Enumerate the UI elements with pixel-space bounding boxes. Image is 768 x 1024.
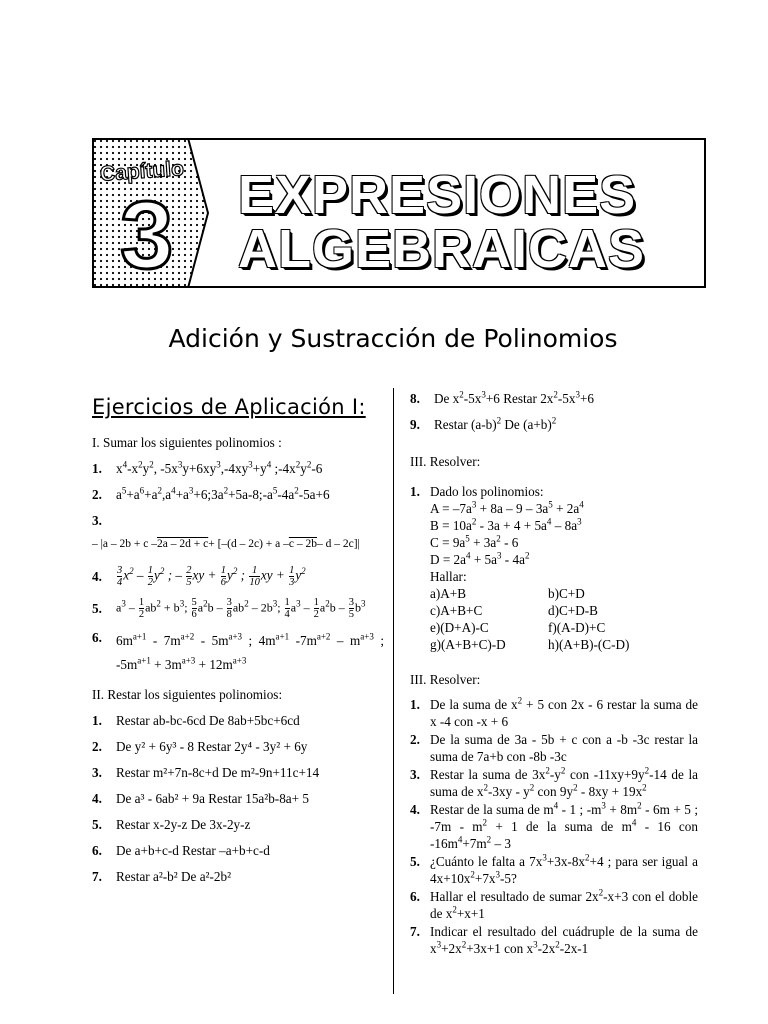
resolve-exercise-6: Hallar el resultado de sumar $2x^2-x+3$ con el doble de $x^2+x+1$ bbox=[430, 887, 698, 921]
chapter-tab bbox=[92, 138, 210, 288]
polynomial-c: $C = 9a^5 + 3a^2 - 6$ bbox=[430, 533, 519, 550]
polynomial-a: $A = -7a^3 + 8a - 9 - 3a^5 + 2a^4$ bbox=[430, 499, 584, 516]
list-item: 1. Dado los polinomios: bbox=[410, 484, 544, 499]
list-item: 4. De a³ - 6ab² + 9a Restar 15a²b-8a+ 5 bbox=[92, 791, 309, 806]
list-item: 8. De $x^2-5x^3+6$ Restar $2x^2-5x^3+6$ bbox=[410, 390, 698, 407]
exercises-heading: Ejercicios de Aplicación I: bbox=[92, 395, 366, 419]
list-item: 1. $x^4-x^2y^2$, $-5x^3y+6xy^3,-4xy^3+y^4$ $;-4x^2y^2-6$ bbox=[92, 460, 384, 477]
hallar-label: Hallar: bbox=[430, 569, 467, 584]
list-item: 1. De la suma de $x^2 + 5$ con 2x - 6 restar la suma de x -4 con -x + 6 bbox=[410, 695, 698, 729]
column-divider bbox=[393, 388, 394, 994]
sum-exercise-1: $x^4-x^2y^2$, $-5x^3y+6xy^3,-4xy^3+y^4$ $;-4x^2y^2-6$ bbox=[116, 459, 323, 476]
list-item: 2. De la suma de 3a - 5b + c con a -b -3c restar la suma de 7a+b con -8b -3c bbox=[410, 732, 698, 764]
list-item: 3. Restar la suma de $3x^2-y^2$ con $-11xy+9y^2-14$ de la suma de $x^2-3xy - y^2$ con $9y^2 - 8xy + 19x^2$ bbox=[410, 765, 698, 799]
section-3-title: III. Resolver: bbox=[410, 454, 481, 469]
chapter-title-line-1: EXPRESIONES bbox=[238, 165, 637, 225]
list-item: 4. Restar de la suma de $m^4 - 1$ ; $-m^3 + 8m^2 - 6m + 5$ ; $-7m - m^2 + 1$ de la suma de $m^4 - 16$ con $-16m^4+7m^2 - 3$ bbox=[410, 800, 698, 851]
right-column bbox=[410, 390, 698, 958]
sum-exercise-5: $a^3$ – $\frac{1}{2}$ $ab^2 + b^3$; $\frac{5}{6}$ $a^2b$ – $\frac{3}{8}$ $ab^2 - 2b^3$; $\frac{1}{4}$ $a^3$ – $\frac{1}{2}$ $a^2b$ – $\frac{3}{5}$ $b^3$ bbox=[116, 597, 366, 620]
section-1-title: I. Sumar los siguientes polinomios : bbox=[92, 435, 282, 450]
list-item: 6. $6m^{a+1} - 7m^{a+2} - 5m^{a+3}$ ; $4m^{a+1}$ $-7m^{a+2} - m^{a+3}$ ; $-5m^{a+1} + 3m^{a+3} + 12m^{a+3}$ bbox=[92, 629, 384, 677]
sum-exercise-6: $6m^{a+1} - 7m^{a+2} - 5m^{a+3}$ ; $4m^{a+1}$ $-7m^{a+2} - m^{a+3}$ ; $-5m^{a+1} + 3m^{a+3} + 12m^{a+3}$ bbox=[116, 631, 384, 672]
resolve-exercise-7: Indicar el resultado del cuádruple de la suma de $x^3+2x^2+3x+1$ con $x^3-2x^2-2x-1$ bbox=[430, 924, 698, 956]
options-grid: a)A+B b)C+D c)A+B+C d)C+D-B e)(D+A)-C f)(A-D)+C g)(A+B+C)-D h)(A+B)-(C-D) bbox=[430, 586, 630, 652]
sum-exercise-2: $a^5+a^6+a^2,a^4+a^3+6;3a^2+5a-8;-a^5-4a^2-5a+6$ bbox=[116, 485, 330, 502]
polynomial-b: $B = 10a^2 - 3a + 4 + 5a^4 - 8a^3$ bbox=[430, 516, 582, 533]
list-item: 1. Restar ab-bc-6cd De 8ab+5bc+6cd bbox=[92, 713, 300, 728]
list-item: 7. Restar a²-b² De a²-2b² bbox=[92, 869, 232, 884]
polynomial-d: $D = 2a^4 + 5a^3 - 4a^2$ bbox=[430, 550, 530, 567]
list-item: 6. Hallar el resultado de sumar $2x^2-x+3$ con el doble de $x^2+x+1$ bbox=[410, 887, 698, 921]
list-item: 5. ¿Cuánto le falta a $7x^3+3x-8x^2+4$ ; para ser igual a $4x+10x^2+7x^3-5$? bbox=[410, 852, 698, 886]
sum-exercise-3: – |a – 2b + c – 2a – 2d + c + [–(d – 2c) + a – c – 2b – d – 2c]| bbox=[92, 538, 360, 550]
resolve-exercise-5: ¿Cuánto le falta a $7x^3+3x-8x^2+4$ ; para ser igual a $4x+10x^2+7x^3-5$? bbox=[430, 852, 698, 886]
chapter-number: 3 bbox=[120, 182, 174, 288]
resolve-exercise-1: De la suma de $x^2 + 5$ con 2x - 6 restar la suma de x -4 con -x + 6 bbox=[430, 695, 698, 729]
subtract-exercise-9: Restar $(a-b)^2$ De $(a+b)^2$ bbox=[434, 415, 557, 432]
section-2-title: II. Restar los siguientes polinomios: bbox=[92, 687, 283, 702]
page-subtitle: Adición y Sustracción de Polinomios bbox=[168, 324, 618, 353]
list-item: 3. bbox=[92, 513, 102, 528]
sum-exercise-4: $\frac{3}{4}$ $x^2$ – $\frac{1}{2}$ $y^2$ ; – $\frac{2}{5}$ xy + $\frac{1}{6}$ $y^2$ ; $\frac{1}{10}$ xy + $\frac{1}{3}$ $y^2$ bbox=[117, 565, 306, 588]
list-item: 2. De y² + 6y³ - 8 Restar 2y⁴ - 3y² + 6y bbox=[92, 739, 308, 754]
left-column bbox=[92, 390, 384, 894]
list-item: 5. $a^3$ – $\frac{1}{2}$ $ab^2 + b^3$; $\frac{5}{6}$ $a^2b$ – $\frac{3}{8}$ $ab^2 - 2b^3$; $\frac{1}{4}$ $a^3$ – $\frac{1}{2}$ $a^2b$ – $\frac{3}{5}$ $b^3$ bbox=[92, 597, 384, 620]
resolve-exercise-4: Restar de la suma de $m^4 - 1$ ; $-m^3 + 8m^2 - 6m + 5$ ; $-7m - m^2 + 1$ de la suma de $m^4 - 16$ con $-16m^4+7m^2 - 3$ bbox=[430, 800, 698, 851]
list-item: 9. Restar $(a-b)^2$ De $(a+b)^2$ bbox=[410, 416, 698, 433]
list-item: 6. De a+b+c-d Restar –a+b+c-d bbox=[92, 843, 270, 858]
resolve-exercise-3: Restar la suma de $3x^2-y^2$ con $-11xy+9y^2-14$ de la suma de $x^2-3xy - y^2$ con $9y^2 - 8xy + 19x^2$ bbox=[430, 765, 698, 799]
list-item: 2. $a^5+a^6+a^2,a^4+a^3+6;3a^2+5a-8;-a^5-4a^2-5a+6$ bbox=[92, 486, 384, 503]
subtract-exercise-8: De $x^2-5x^3+6$ Restar $2x^2-5x^3+6$ bbox=[434, 389, 595, 406]
section-4-title: III. Resolver: bbox=[410, 672, 481, 687]
list-item: 4. $\frac{3}{4}$ $x^2$ – $\frac{1}{2}$ $y^2$ ; – $\frac{2}{5}$ xy + $\frac{1}{6}$ $y^2$ ; $\frac{1}{10}$ xy + $\frac{1}{3}$ $y^2$ bbox=[92, 565, 384, 588]
chapter-label: Capítulo bbox=[99, 157, 185, 186]
chapter-title-line-2: ALGEBRAICAS bbox=[238, 219, 646, 279]
list-item: 5. Restar x-2y-z De 3x-2y-z bbox=[92, 817, 251, 832]
list-item: 7. Indicar el resultado del cuádruple de la suma de $x^3+2x^2+3x+1$ con $x^3-2x^2-2x-1$ bbox=[410, 924, 698, 956]
list-item: 3. Restar m²+7n-8c+d De m²-9n+11c+14 bbox=[92, 765, 320, 780]
resolve-exercise-2: De la suma de 3a - 5b + c con a -b -3c restar la suma de 7a+b con -8b -3c bbox=[430, 732, 698, 764]
